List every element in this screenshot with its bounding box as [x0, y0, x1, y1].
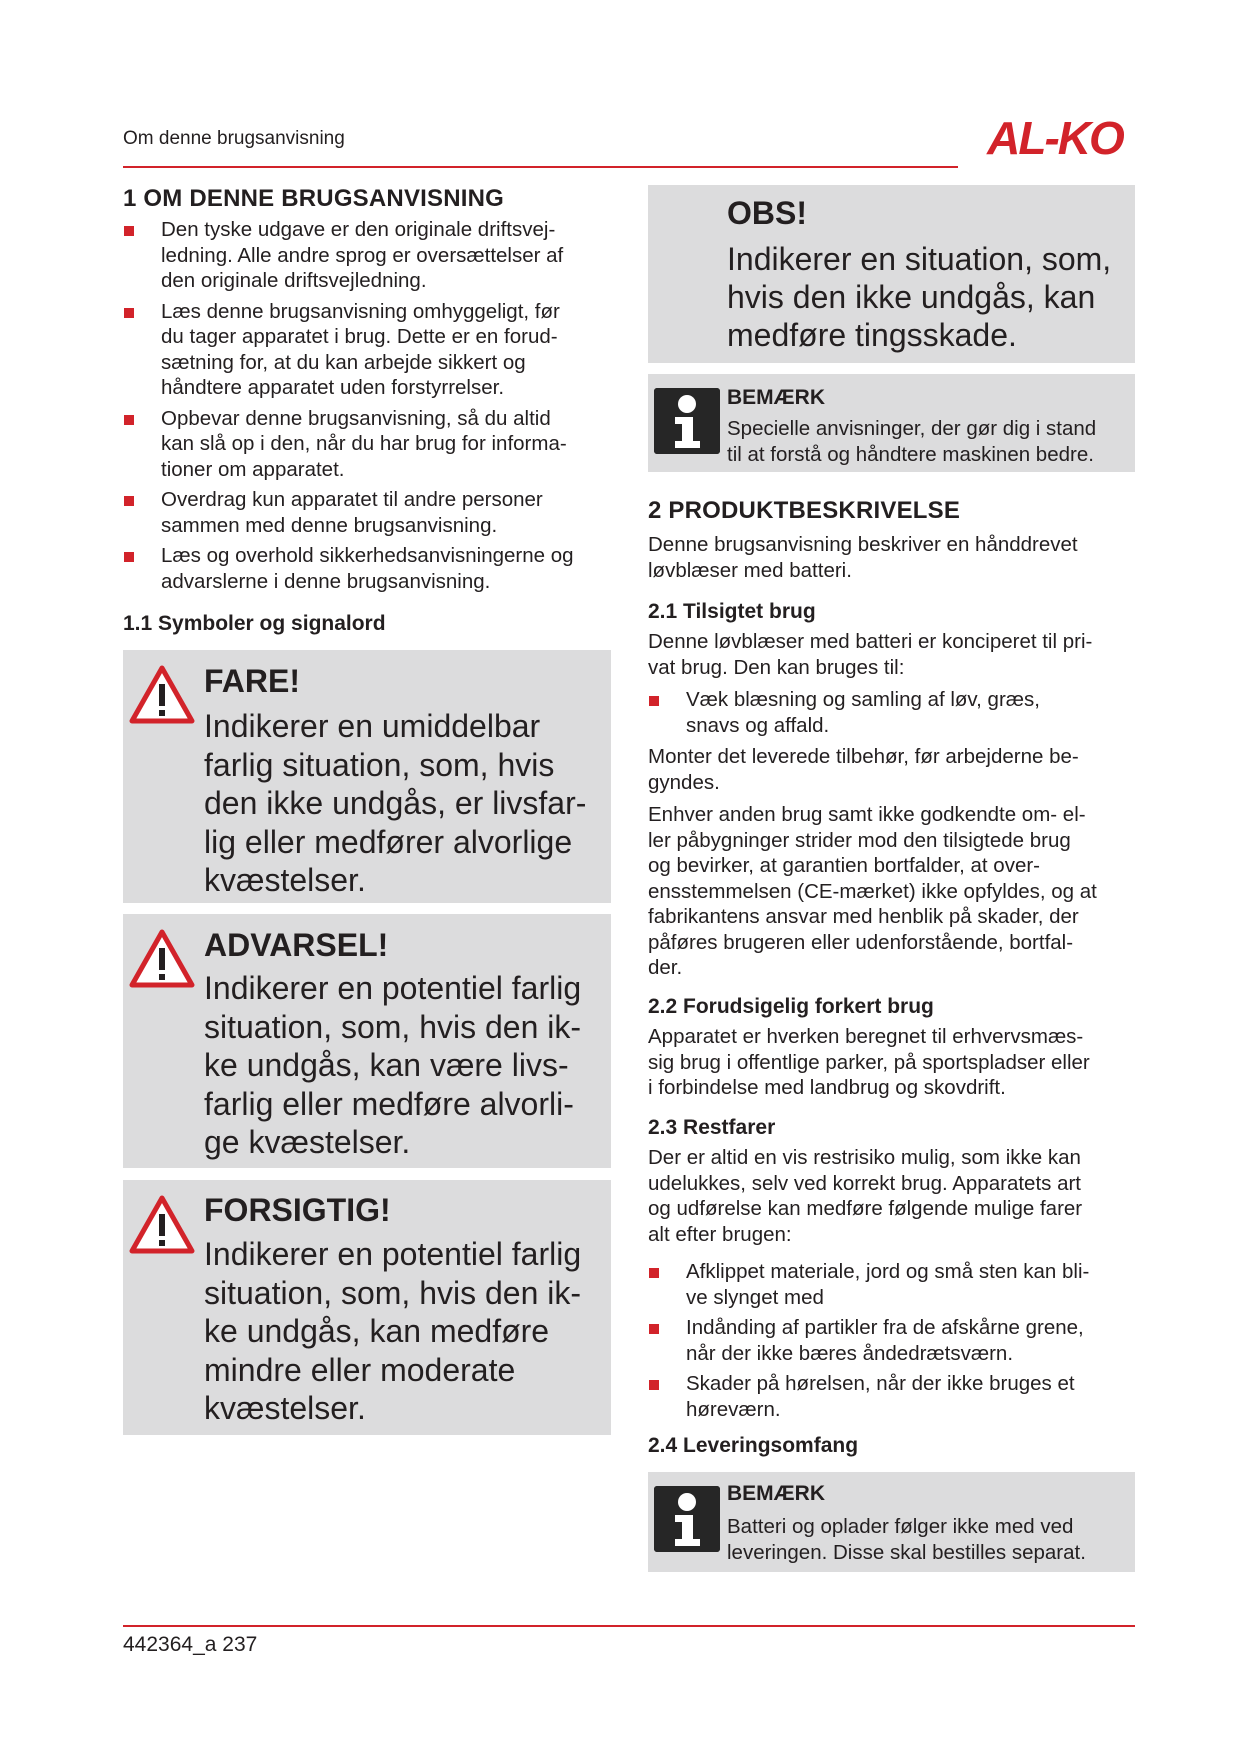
bullet-square-icon	[124, 226, 134, 236]
header-divider	[123, 166, 958, 168]
list-item: Læs denne brugsanvisning omhyggeligt, før du tager apparatet i brug. Dette er en forud- sætning for, at du kan arbejde sikkert og håndtere apparatet uden forstyrrelser.	[123, 299, 611, 401]
bullet-square-icon	[124, 496, 134, 506]
caution-box	[123, 1180, 611, 1435]
list-item: Opbevar denne brugsanvisning, så du altid kan slå op i den, når du har brug for informa- tioner om apparatet.	[123, 406, 611, 483]
list-item: Væk blæsning og samling af løv, græs, snavs og affald.	[648, 687, 1135, 738]
svg-text:AL-KO: AL-KO	[987, 112, 1123, 162]
list-item: Den tyske udgave er den originale driftsvej- ledning. Alle andre sprog er oversættelser af den originale driftsvejledning.	[123, 217, 611, 294]
bullet-square-icon	[649, 1324, 659, 1334]
danger-title: FARE!	[204, 663, 300, 699]
section-2-text: Denne brugsanvisning beskriver en hånddrevet løvblæser med batteri.	[648, 533, 1078, 582]
note-box	[648, 374, 1135, 472]
section-2-2-text: Apparatet er hverken beregnet til erhvervsmæs- sig brug i offentlige parker, på sportspladser eller i forbindelse med landbrug og skovdrift.	[648, 1025, 1090, 1099]
note-title: BEMÆRK	[727, 386, 825, 409]
list-item: Overdrag kun apparatet til andre personer sammen med denne brugsanvisning.	[123, 487, 611, 538]
caution-title: FORSIGTIG!	[204, 1192, 391, 1228]
bullet-square-icon	[649, 696, 659, 706]
section-2-3-text: Der er altid en vis restrisiko mulig, som ikke kan udelukkes, selv ved korrekt brug. Apparatets art og udførelse kan medføre følgende mulige farer alt efter brugen:	[648, 1146, 1083, 1246]
section-2-2-heading: 2.2 Forudsigelig forkert brug	[648, 995, 934, 1018]
section-2-1-heading: 2.1 Tilsigtet brug	[648, 600, 816, 623]
note-text: Batteri og oplader følger ikke med ved leveringen. Disse skal bestilles separat.	[727, 1515, 1086, 1564]
warning-title: ADVARSEL!	[204, 927, 389, 963]
warning-triangle-icon	[129, 664, 195, 726]
section-2-3-bullet-list	[648, 1259, 1135, 1427]
warning-box	[123, 914, 611, 1168]
warning-triangle-icon	[129, 1194, 195, 1256]
section-2-4-heading: 2.4 Leveringsomfang	[648, 1434, 859, 1457]
section-2-1-bullet-list	[648, 687, 1135, 743]
footer-divider	[123, 1625, 1135, 1627]
bullet-square-icon	[124, 552, 134, 562]
section-1-heading: 1 OM DENNE BRUGSANVISNING	[123, 185, 505, 212]
warning-triangle-icon	[129, 928, 195, 990]
note-text: Specielle anvisninger, der gør dig i stand til at forstå og håndtere maskinen bedre.	[727, 417, 1097, 466]
notice-text: Indikerer en situation, som, hvis den ikke undgås, kan medføre tingsskade.	[727, 241, 1112, 353]
info-icon	[654, 388, 720, 454]
list-item: Afklippet materiale, jord og små sten kan bli- ve slynget med	[648, 1259, 1135, 1310]
section-2-heading: 2 PRODUKTBESKRIVELSE	[648, 497, 961, 524]
running-header: Om denne brugsanvisning	[123, 128, 345, 149]
note-title: BEMÆRK	[727, 1482, 825, 1505]
notice-box	[648, 185, 1135, 363]
section-1-1-heading: 1.1 Symboler og signalord	[123, 612, 386, 635]
warning-text: Indikerer en potentiel farlig situation, som, hvis den ik- ke undgås, kan være livs- farlig eller medføre alvorli- ge kvæstelser.	[204, 970, 582, 1160]
list-item: Skader på hørelsen, når der ikke bruges et høreværn.	[648, 1371, 1135, 1422]
section-2-1-intro: Denne løvblæser med batteri er konciperet til pri- vat brug. Den kan bruges til:	[648, 630, 1093, 679]
bullet-square-icon	[124, 308, 134, 318]
alko-logo	[975, 112, 1135, 162]
section-2-1-paragraph-1: Monter det leverede tilbehør, før arbejderne be- gyndes.	[648, 745, 1079, 794]
info-icon	[654, 1486, 720, 1552]
notice-title: OBS!	[727, 195, 807, 231]
section-1-bullet-list	[123, 217, 611, 599]
bullet-square-icon	[649, 1268, 659, 1278]
section-2-3-heading: 2.3 Restfarer	[648, 1116, 776, 1139]
section-2-1-paragraph-2: Enhver anden brug samt ikke godkendte om- el- ler påbygninger strider mod den tilsigtede brug og bevirker, at garantien bortfalder, at over- ensstemmelsen (CE-mærket) ikke opfyldes, og at fabrikantens ansvar med henblik på skader, der påføres brugeren eller udenforstående, bortfal- der.	[648, 803, 1097, 979]
footer-page-number: 442364_a 237	[123, 1633, 258, 1656]
danger-box	[123, 650, 611, 903]
list-item: Læs og overhold sikkerhedsanvisningerne og advarslerne i denne brugsanvisning.	[123, 543, 611, 594]
danger-text: Indikerer en umiddelbar farlig situation, som, hvis den ikke undgås, er livsfar- lig eller medfører alvorlige kvæstelser.	[204, 708, 587, 898]
caution-text: Indikerer en potentiel farlig situation, som, hvis den ik- ke undgås, kan medføre mindre eller moderate kvæstelser.	[204, 1236, 582, 1426]
bullet-square-icon	[649, 1380, 659, 1390]
bullet-square-icon	[124, 415, 134, 425]
list-item: Indånding af partikler fra de afskårne grene, når der ikke bæres åndedrætsværn.	[648, 1315, 1135, 1366]
delivery-note-box	[648, 1472, 1135, 1572]
